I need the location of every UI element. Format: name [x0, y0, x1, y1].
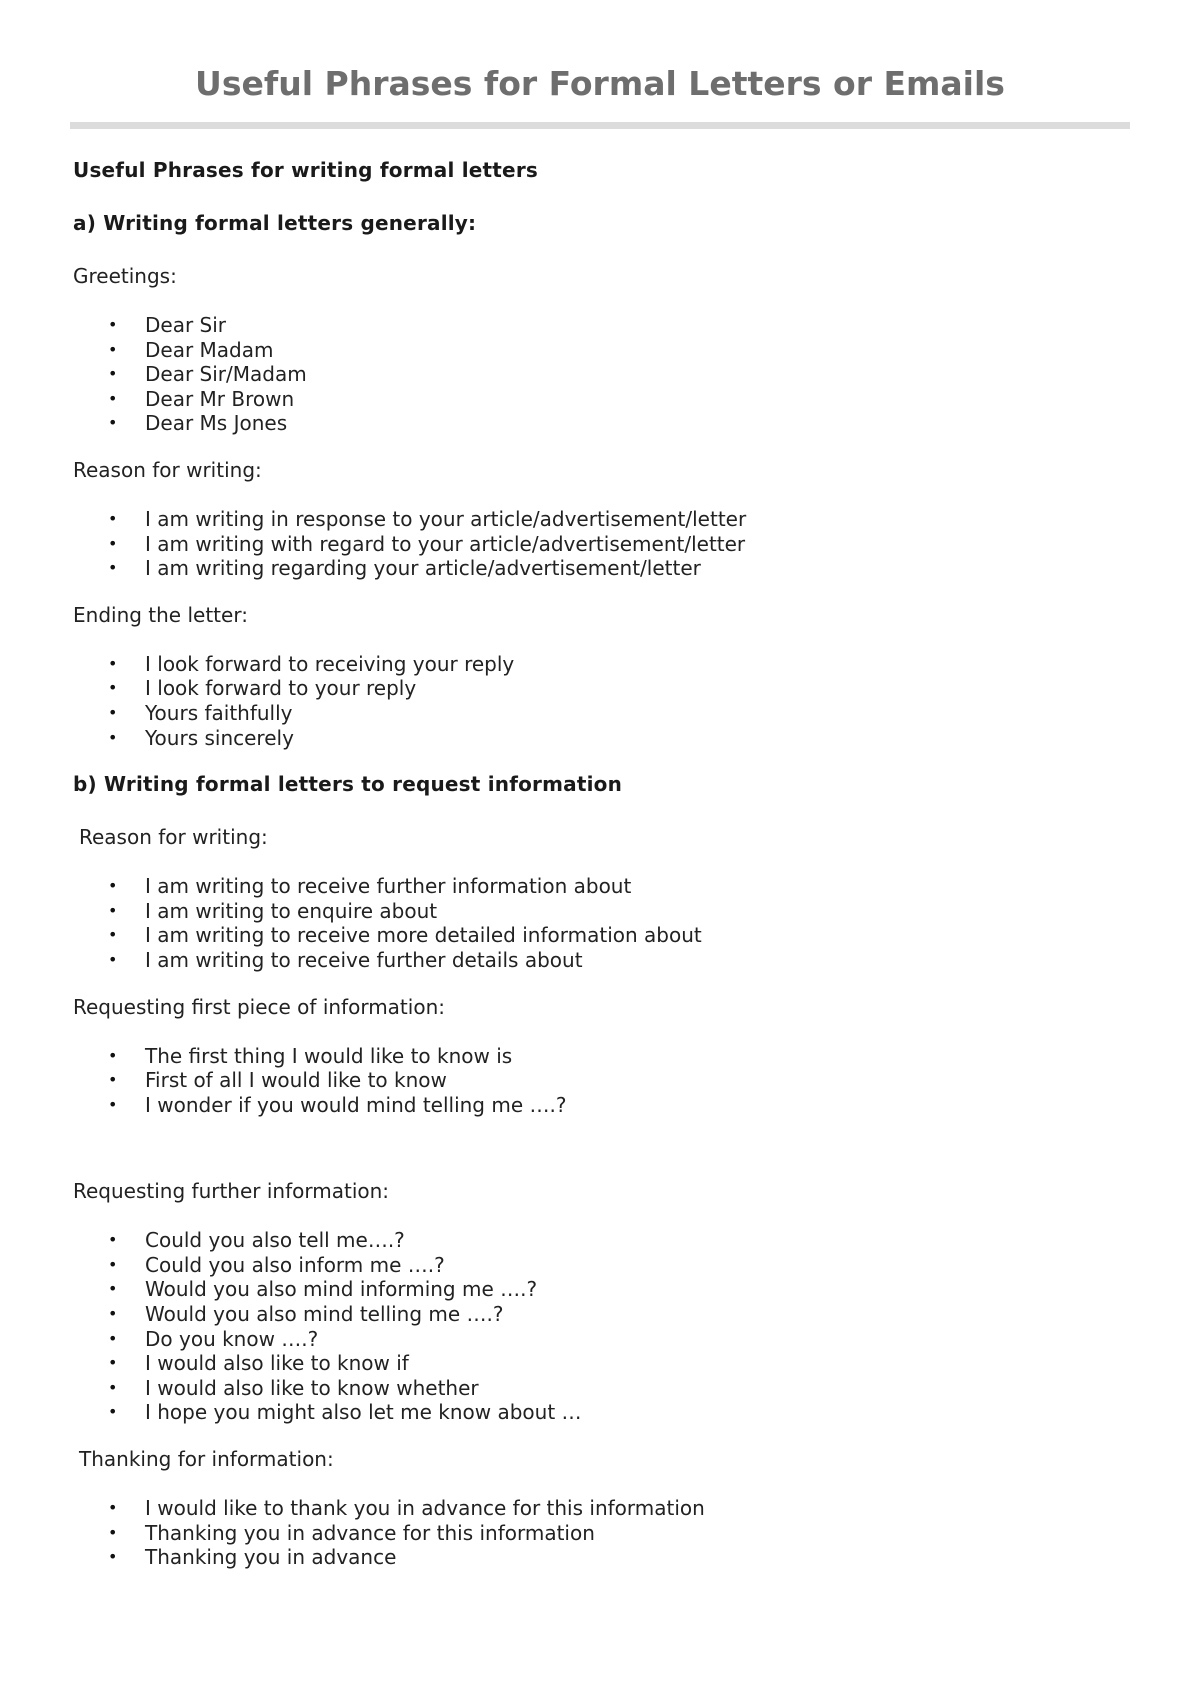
- list-item-text: I look forward to your reply: [145, 676, 417, 701]
- bullet-icon: •: [108, 1279, 118, 1299]
- list-item: [73, 701, 1153, 726]
- section-b-heading: b) Writing formal letters to request information: [73, 772, 623, 797]
- ending-label: Ending the letter:: [73, 602, 248, 627]
- list-item: [73, 338, 1153, 363]
- list-item-text: Thanking you in advance: [145, 1545, 397, 1570]
- document-body: [73, 158, 1153, 1592]
- list-item: [73, 899, 1153, 924]
- reason-list-b: [73, 874, 1153, 972]
- further-info-list: [73, 1228, 1153, 1425]
- list-item-text: Dear Ms Jones: [145, 411, 288, 436]
- first-info-label: Requesting first piece of information:: [73, 994, 445, 1019]
- list-item-text: I am writing regarding your article/advertisement/letter: [145, 556, 701, 581]
- list-item: [73, 387, 1153, 412]
- list-item: [73, 556, 1153, 581]
- list-item-text: Could you also tell me….?: [145, 1228, 405, 1253]
- ending-list: [73, 652, 1153, 750]
- list-item: [73, 1400, 1153, 1425]
- greetings-label: Greetings:: [73, 264, 177, 288]
- bullet-icon: •: [108, 1353, 118, 1373]
- list-item-text: I am writing to receive further details about: [145, 947, 583, 972]
- main-heading: Useful Phrases for writing formal letters: [73, 158, 538, 182]
- bullet-icon: •: [108, 1045, 118, 1065]
- thanking-label: Thanking for information:: [79, 1447, 334, 1472]
- bullet-icon: •: [108, 1070, 118, 1090]
- list-item: [73, 1376, 1153, 1401]
- list-item-text: Dear Sir: [145, 313, 227, 337]
- reason-label-b: Reason for writing:: [79, 825, 268, 850]
- list-item-text: I am writing to receive further information about: [145, 874, 632, 899]
- list-item: [73, 411, 1153, 436]
- list-item-text: I am writing to receive more detailed information about: [145, 923, 702, 948]
- list-item-text: I would like to thank you in advance for this information: [145, 1496, 705, 1521]
- list-item-text: Dear Mr Brown: [145, 386, 295, 411]
- list-item-text: I am writing in response to your article/advertisement/letter: [145, 506, 747, 531]
- bullet-icon: •: [108, 315, 118, 334]
- list-item-text: Thanking you in advance for this information: [145, 1520, 595, 1545]
- list-item: [73, 1044, 1153, 1069]
- bullet-icon: •: [108, 364, 118, 384]
- bullet-icon: •: [108, 1254, 118, 1274]
- first-info-list: [73, 1044, 1153, 1118]
- list-item-text: I wonder if you would mind telling me ….?: [145, 1092, 567, 1117]
- list-item-text: First of all I would like to know: [145, 1068, 447, 1093]
- bullet-icon: •: [108, 900, 118, 920]
- list-item-text: I look forward to receiving your reply: [145, 651, 515, 676]
- bullet-icon: •: [108, 1328, 118, 1348]
- list-item: [73, 1496, 1153, 1521]
- list-item: [73, 726, 1153, 751]
- bullet-icon: •: [108, 533, 118, 553]
- greetings-list: [73, 313, 1153, 436]
- list-item: [73, 1253, 1153, 1278]
- list-item-text: Would you also mind telling me ….?: [145, 1302, 504, 1327]
- bullet-icon: •: [108, 1094, 118, 1114]
- bullet-icon: •: [108, 1230, 118, 1250]
- bullet-icon: •: [108, 339, 118, 359]
- list-item-text: Could you also inform me ….?: [145, 1252, 445, 1277]
- list-item: [73, 507, 1153, 532]
- list-item: [73, 1302, 1153, 1327]
- list-item-text: Yours faithfully: [145, 700, 293, 725]
- list-item-text: Would you also mind informing me ….?: [145, 1277, 538, 1302]
- bullet-icon: •: [108, 388, 118, 408]
- list-item: [73, 532, 1153, 557]
- list-item-text: Do you know ….?: [145, 1326, 319, 1351]
- list-item: [73, 1521, 1153, 1546]
- list-item: [73, 1228, 1153, 1253]
- bullet-icon: •: [108, 1402, 118, 1422]
- list-item: [73, 1093, 1153, 1118]
- page-title: Useful Phrases for Formal Letters or Emails: [195, 64, 1005, 103]
- title-divider: [70, 122, 1130, 129]
- reason-label-a: Reason for writing:: [73, 457, 262, 482]
- list-item: [73, 1068, 1153, 1093]
- bullet-icon: •: [108, 508, 118, 528]
- list-item-text: I would also like to know whether: [145, 1375, 479, 1400]
- bullet-icon: •: [108, 653, 118, 673]
- list-item-text: The first thing I would like to know is: [145, 1043, 513, 1068]
- bullet-icon: •: [108, 1304, 118, 1324]
- bullet-icon: •: [108, 949, 118, 969]
- bullet-icon: •: [108, 727, 118, 747]
- bullet-icon: •: [108, 1547, 118, 1567]
- list-item: [73, 1351, 1153, 1376]
- list-item: [73, 676, 1153, 701]
- bullet-icon: •: [108, 702, 118, 722]
- further-info-label: Requesting further information:: [73, 1179, 390, 1204]
- list-item: [73, 874, 1153, 899]
- reason-list-a: [73, 507, 1153, 581]
- list-item-text: Dear Sir/Madam: [145, 362, 307, 387]
- list-item: [73, 1327, 1153, 1352]
- bullet-icon: •: [108, 1522, 118, 1542]
- spacer: [73, 1139, 1153, 1179]
- bullet-icon: •: [108, 413, 118, 433]
- bullet-icon: •: [108, 558, 118, 578]
- list-item-text: I am writing with regard to your article/advertisement/letter: [145, 531, 746, 556]
- bullet-icon: •: [108, 678, 118, 698]
- section-a-heading: a) Writing formal letters generally:: [73, 211, 477, 235]
- bullet-icon: •: [108, 876, 118, 896]
- bullet-icon: •: [108, 925, 118, 945]
- list-item-text: I would also like to know if: [145, 1351, 409, 1376]
- list-item-text: I am writing to enquire about: [145, 898, 438, 923]
- list-item: [73, 1277, 1153, 1302]
- list-item: [73, 313, 1153, 338]
- bullet-icon: •: [108, 1377, 118, 1397]
- list-item: [73, 923, 1153, 948]
- list-item: [73, 1545, 1153, 1570]
- list-item-text: I hope you might also let me know about …: [145, 1400, 582, 1425]
- thanking-list: [73, 1496, 1153, 1570]
- list-item: [73, 362, 1153, 387]
- list-item-text: Yours sincerely: [145, 725, 294, 750]
- list-item-text: Dear Madam: [145, 337, 274, 362]
- bullet-icon: •: [108, 1498, 118, 1518]
- list-item: [73, 652, 1153, 677]
- list-item: [73, 948, 1153, 973]
